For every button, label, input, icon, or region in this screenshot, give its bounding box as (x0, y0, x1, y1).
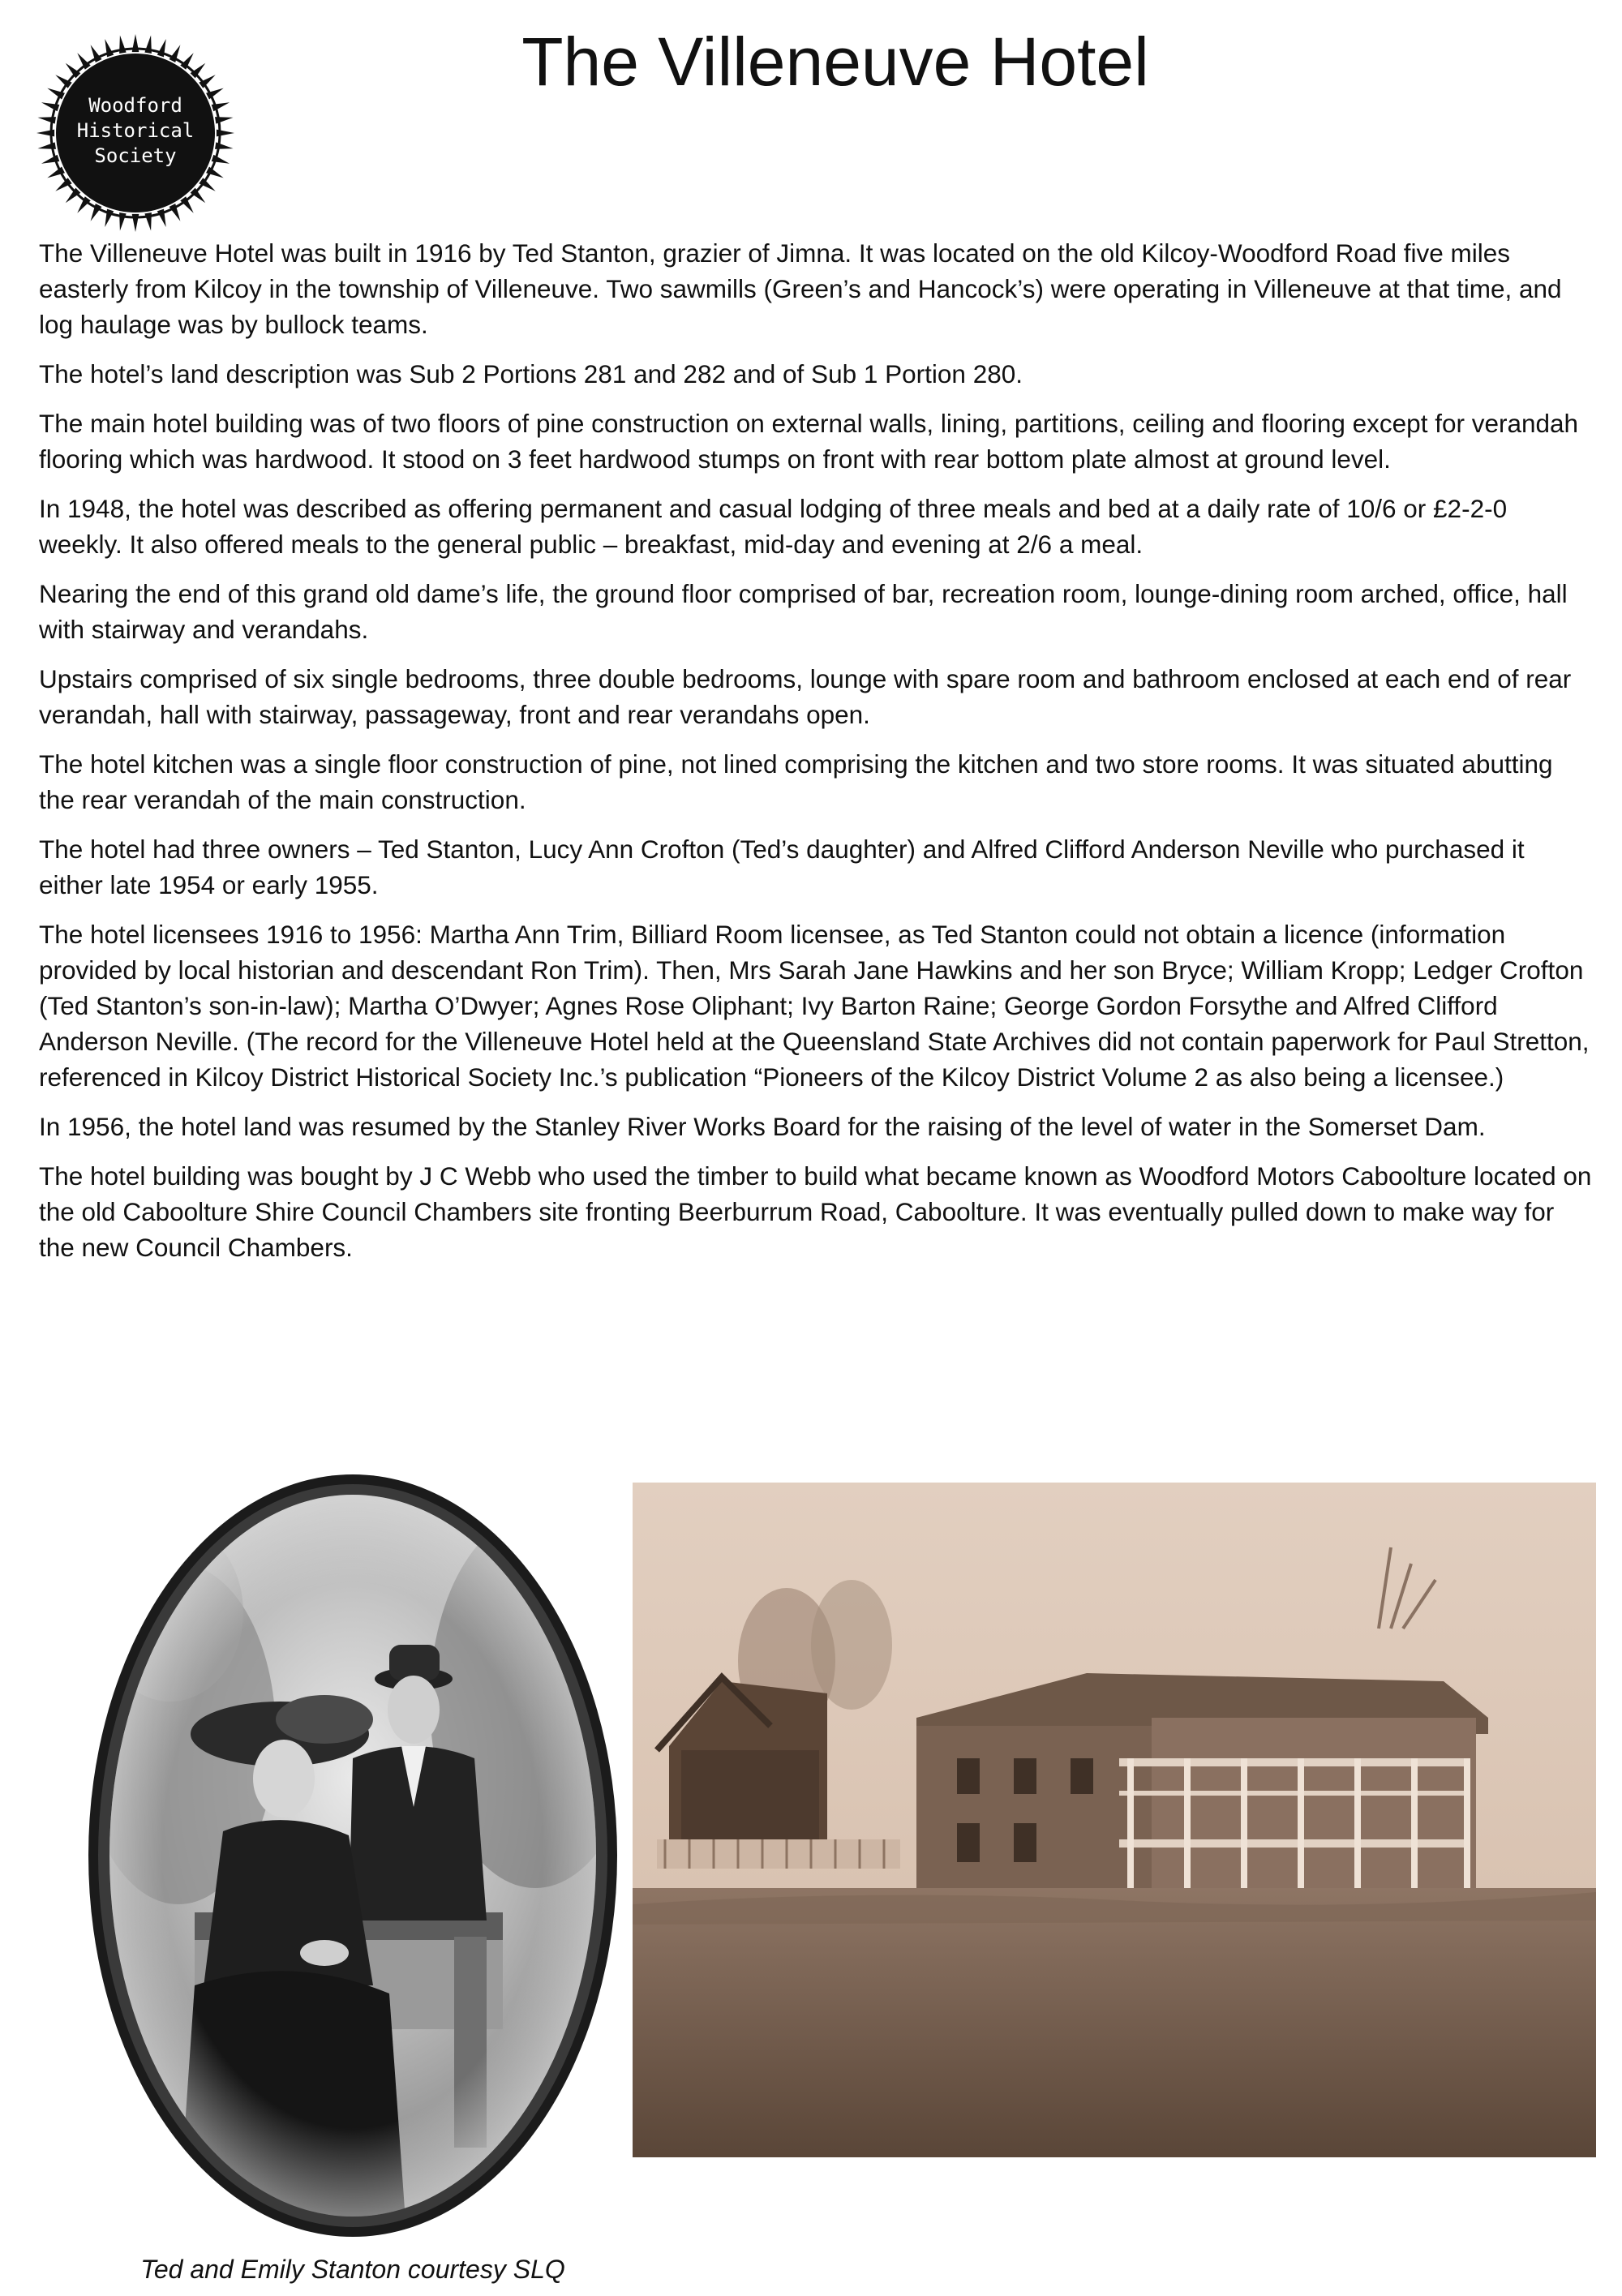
hotel-building-photo-icon (633, 1483, 1596, 2157)
logo-line-2: Historical (76, 119, 195, 142)
paragraph-construction: The main hotel building was of two floors of pine construction on external walls, lining, partitions, ceiling and flooring except for verandah flooring which was hardwood. It stood on 3 feet hardwood stumps on front with rear bottom plate almost at ground level. (39, 409, 1579, 474)
paragraph-licensees: The hotel licensees 1916 to 1956: Martha Ann Trim, Billiard Room licensee, as Ted Stanton could not obtain a licence (information provided by local historian and descendant Ron Trim). Then, Mrs Sarah Jane Hawkins and her son Bryce; William Kropp; Ledger Crofton (Ted Stanton’s son-in-law); Martha O’Dwyer; Agnes Rose Oliphant; Ivy Barton Raine; George Gordon Forsythe and Alfred Clifford Anderson Neville. (The record for the Villeneuve Hotel held at the Queensland State Archives did not contain paperwork for Paul Stretton, referenced in Kilcoy District Historical Society Inc.’s publication “Pioneers of the Kilcoy District Volume 2 as also being a licensee.) (39, 920, 1590, 1092)
oval-portrait-photo-icon (81, 1466, 624, 2245)
article-body (39, 235, 1592, 1279)
paragraph-timber-reuse: The hotel building was bought by J C Webb who used the timber to build what became known as Woodford Motors Caboolture located on the old Caboolture Shire Council Chambers site fronting Beerburrum Road, Caboolture. It was eventually pulled down to make way for the new Council Chambers. (39, 1161, 1592, 1262)
paragraph-rates-1948: In 1948, the hotel was described as offering permanent and casual lodging of three meals and bed at a daily rate of 10/6 or £2-2-0 weekly. It also offered meals to the general public – breakfast, mid-day and evening at 2/6 a meal. (39, 494, 1508, 559)
paragraph-built: The Villeneuve Hotel was built in 1916 by Ted Stanton, grazier of Jimna. It was located on the old Kilcoy-Woodford Road five miles easterly from Kilcoy in the township of Villeneuve. Two sawmills (Green’s and Hancock’s) were operating in Villeneuve at that time, and log haulage was by bullock teams. (39, 238, 1562, 339)
paragraph-resumed-1956: In 1956, the hotel land was resumed by the Stanley River Works Board for the raising of the level of water in the Somerset Dam. (39, 1112, 1486, 1141)
page-title: The Villeneuve Hotel (521, 24, 1149, 100)
paragraph-ground-floor: Nearing the end of this grand old dame’s life, the ground floor comprised of bar, recreation room, lounge-dining room arched, office, hall with stairway and verandahs. (39, 579, 1568, 644)
paragraph-kitchen: The hotel kitchen was a single floor construction of pine, not lined comprising the kitchen and two store rooms. It was situated abutting the rear verandah of the main construction. (39, 749, 1553, 814)
woodford-historical-society-logo-icon (35, 32, 236, 234)
paragraph-land-description: The hotel’s land description was Sub 2 Portions 281 and 282 and of Sub 1 Portion 280. (39, 359, 1023, 388)
portrait-caption: Ted and Emily Stanton courtesy SLQ (140, 2255, 565, 2284)
paragraph-upstairs: Upstairs comprised of six single bedrooms, three double bedrooms, lounge with spare room and bathroom enclosed at each end of rear verandah, hall with stairway, passageway, front and rear verandahs open. (39, 664, 1572, 729)
logo-line-1: Woodford (88, 94, 182, 117)
paragraph-owners: The hotel had three owners – Ted Stanton, Lucy Ann Crofton (Ted’s daughter) and Alfred Clifford Anderson Neville who purchased it either late 1954 or early 1955. (39, 835, 1525, 899)
logo-line-3: Society (94, 144, 177, 167)
